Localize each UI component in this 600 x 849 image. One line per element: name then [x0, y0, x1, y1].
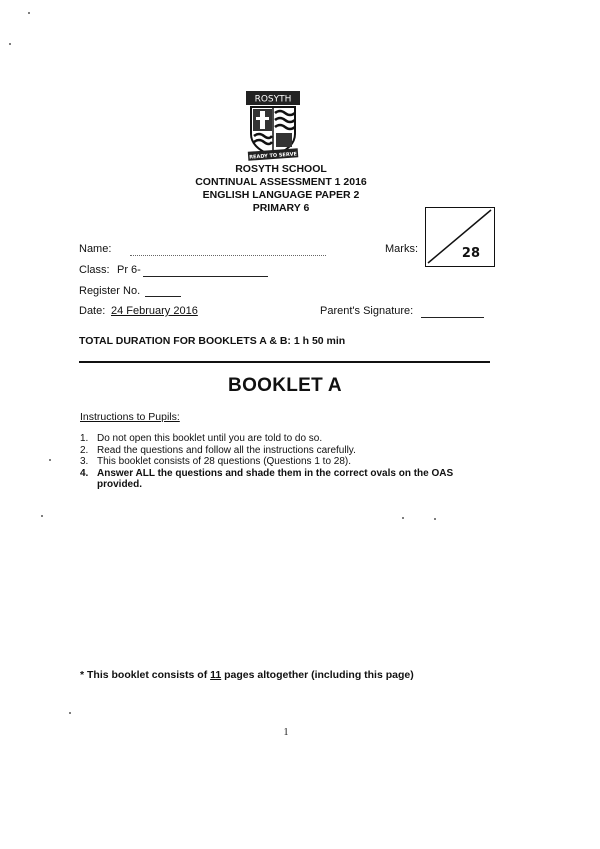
instruction-number: 1.: [80, 433, 89, 444]
name-label: Name:: [79, 243, 112, 255]
instruction-text: Read the questions and follow all the instructions carefully.: [97, 444, 356, 456]
scan-speck: [49, 459, 51, 461]
parent-signature-line[interactable]: [421, 317, 484, 318]
class-label: Class:: [79, 264, 110, 276]
class-input-line[interactable]: [143, 276, 268, 277]
paper-title: ENGLISH LANGUAGE PAPER 2: [202, 189, 360, 201]
class-value: Pr 6-: [117, 264, 141, 276]
marks-box: [425, 207, 495, 267]
instruction-text: This booklet consists of 28 questions (Questions 1 to 28).: [97, 456, 352, 468]
page-number: 1: [283, 727, 289, 738]
scan-speck: [28, 12, 30, 14]
marks-diagonal: [426, 208, 493, 265]
instruction-item: [80, 456, 500, 468]
instruction-item: [80, 468, 500, 491]
parent-signature-label: Parent's Signature:: [320, 305, 414, 317]
section-divider: [79, 361, 490, 363]
total-duration: TOTAL DURATION FOR BOOKLETS A & B: 1 h 50 min: [79, 335, 346, 347]
page-count-note-suffix: pages altogether (including this page): [221, 669, 414, 681]
instruction-text: Answer ALL the questions and shade them in the correct ovals on the OAS provided.: [97, 467, 454, 491]
name-input-line[interactable]: [130, 255, 326, 256]
booklet-title: BOOKLET A: [228, 375, 342, 396]
register-label: Register No.: [79, 285, 141, 297]
crest-motto-text: READY TO SERVE: [249, 151, 298, 161]
crest-name-text: ROSYTH: [254, 94, 292, 105]
scan-speck: [402, 517, 404, 519]
marks-label: Marks:: [385, 243, 418, 255]
date-value: 24 February 2016: [111, 305, 198, 317]
page-count-note-prefix: * This booklet consists of: [80, 669, 211, 681]
page-count-value: 11: [210, 669, 222, 681]
marks-total: 28: [461, 246, 480, 261]
date-label: Date:: [79, 305, 106, 317]
school-crest-logo: [245, 90, 301, 162]
instructions-list: [80, 433, 500, 491]
register-input-line[interactable]: [145, 296, 181, 297]
scan-speck: [41, 515, 43, 517]
school-name: ROSYTH SCHOOL: [235, 163, 327, 175]
instruction-number: 4.: [80, 467, 89, 479]
instruction-text: Do not open this booklet until you are told to do so.: [97, 433, 323, 444]
scan-speck: [9, 43, 11, 45]
instruction-number: 2.: [80, 444, 89, 456]
scan-speck: [69, 712, 71, 714]
instruction-number: 3.: [80, 456, 89, 468]
assessment-title: CONTINUAL ASSESSMENT 1 2016: [195, 176, 367, 188]
instruction-item: [80, 433, 500, 445]
instructions-heading: Instructions to Pupils:: [80, 411, 180, 423]
scan-speck: [434, 518, 436, 520]
instruction-item: [80, 445, 500, 457]
page-count-note: [80, 669, 414, 681]
level-title: PRIMARY 6: [252, 202, 310, 214]
